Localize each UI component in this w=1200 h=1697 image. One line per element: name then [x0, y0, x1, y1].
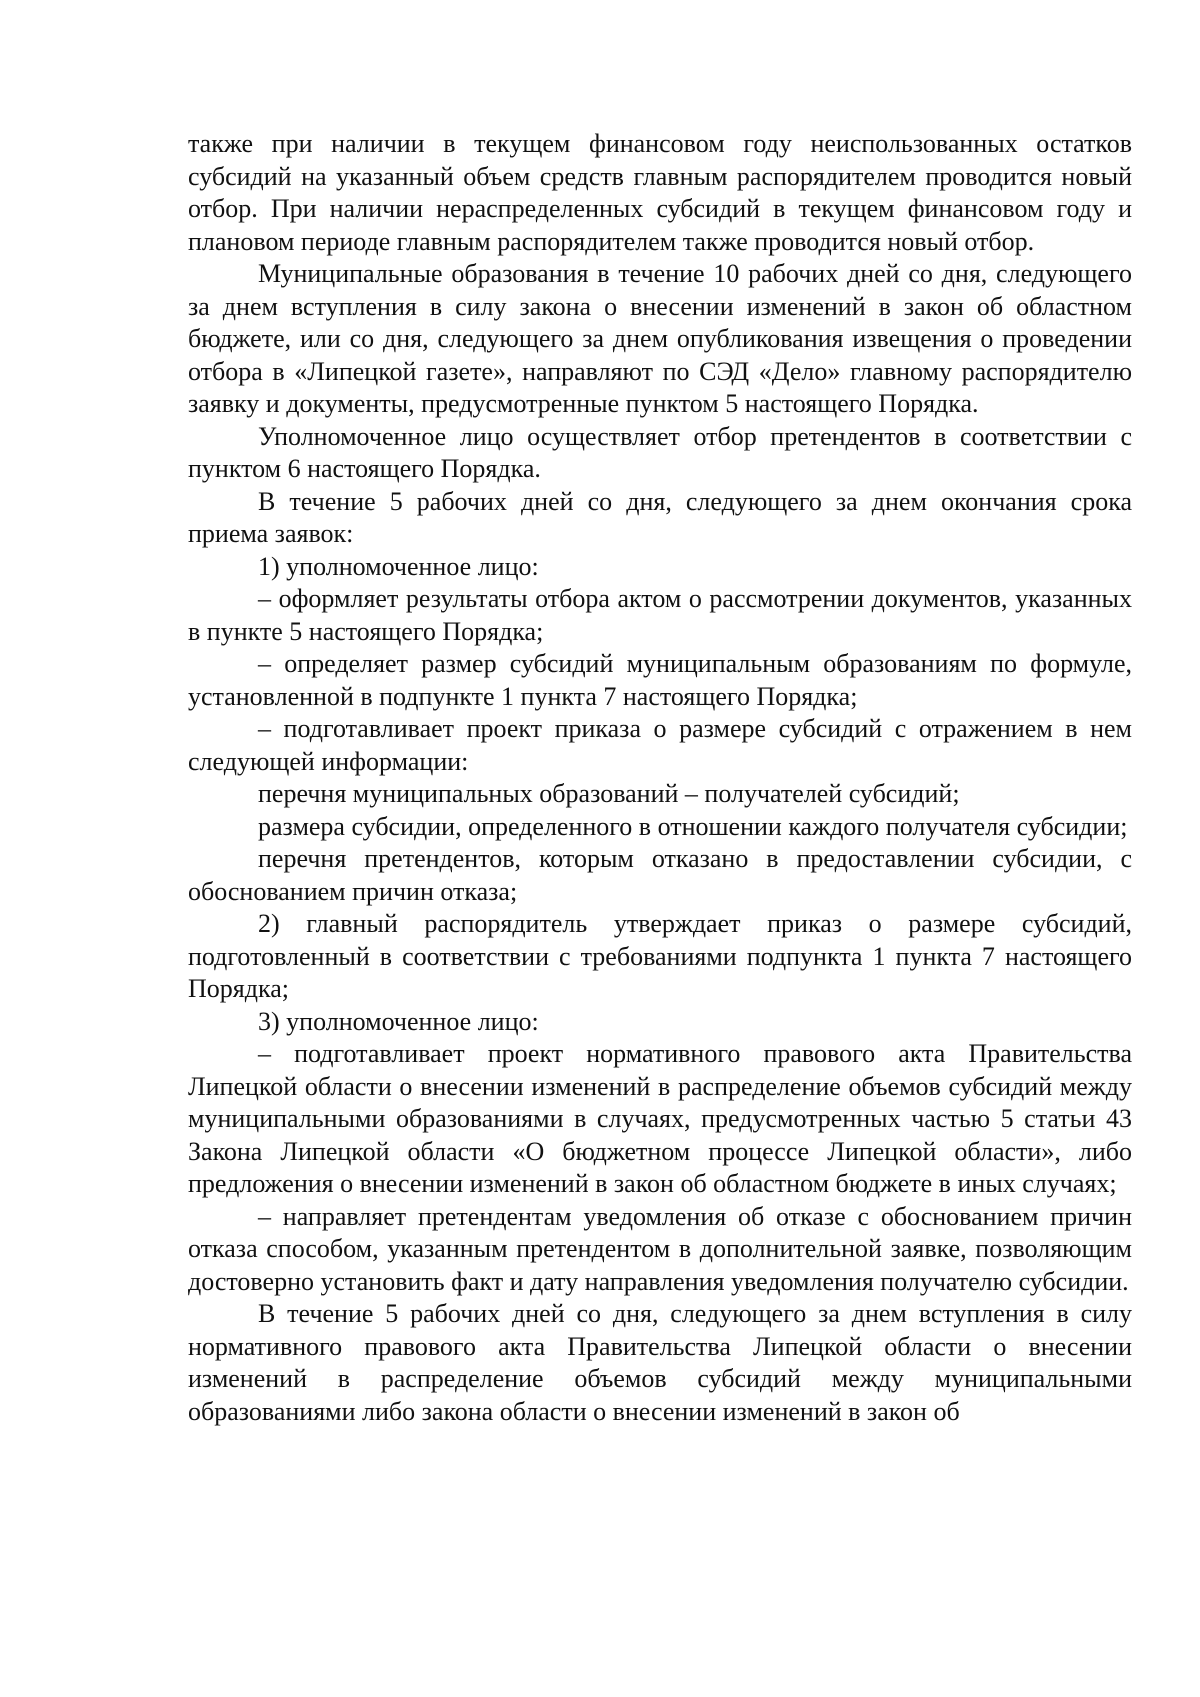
- paragraph-6: – оформляет результаты отбора актом о рассмотрении документов, указанных в пункте 5 настоящего Порядка;: [188, 584, 1132, 646]
- paragraph-16: В течение 5 рабочих дней со дня, следующего за днем вступления в силу нормативного правового акта Правительства Липецкой области о внесении изменений в распределение объемов субсидий между муниципальными образованиями либо закона области о внесении изменений в закон об: [188, 1299, 1132, 1426]
- paragraph-15: – направляет претендентам уведомления об отказе с обоснованием причин отказа способом, указанным претендентом в дополнительной заявке, позволяющим достоверно установить факт и дату направления уведомления получателю субсидии.: [188, 1201, 1132, 1296]
- paragraph-11: перечня претендентов, которым отказано в предоставлении субсидии, с обоснованием причин отказа;: [188, 844, 1132, 906]
- document-body: [188, 128, 1132, 1428]
- paragraph-5: 1) уполномоченное лицо:: [258, 551, 539, 581]
- paragraph-4: В течение 5 рабочих дней со дня, следующего за днем окончания срока приема заявок:: [188, 486, 1132, 548]
- paragraph-14: – подготавливает проект нормативного правового акта Правительства Липецкой области о внесении изменений в распределение объемов субсидий между муниципальными образованиями в случаях, предусмотренных частью 5 статьи 43 Закона Липецкой области «О бюджетном процессе Липецкой области», либо предложения о внесении изменений в закон об областном бюджете в иных случаях;: [188, 1039, 1132, 1198]
- paragraph-1: также при наличии в текущем финансовом году неиспользованных остатков субсидий на указанный объем средств главным распорядителем проводится новый отбор. При наличии нераспределенных субсидий в текущем финансовом году и плановом периоде главным распорядителем также проводится новый отбор.: [188, 129, 1132, 256]
- paragraph-13: 3) уполномоченное лицо:: [258, 1006, 539, 1036]
- paragraph-12: 2) главный распорядитель утверждает приказ о размере субсидий, подготовленный в соответствии с требованиями подпункта 1 пункта 7 настоящего Порядка;: [188, 909, 1132, 1003]
- paragraph-8: – подготавливает проект приказа о размере субсидий с отражением в нем следующей информации:: [188, 714, 1132, 776]
- paragraph-9: перечня муниципальных образований – получателей субсидий;: [258, 779, 960, 808]
- paragraph-10: размера субсидии, определенного в отношении каждого получателя субсидии;: [258, 811, 1128, 841]
- paragraph-3: Уполномоченное лицо осуществляет отбор претендентов в соответствии с пунктом 6 настоящего Порядка.: [188, 421, 1132, 483]
- paragraph-7: – определяет размер субсидий муниципальным образованиям по формуле, установленной в подпункте 1 пункта 7 настоящего Порядка;: [188, 649, 1132, 711]
- paragraph-2: Муниципальные образования в течение 10 рабочих дней со дня, следующего за днем вступления в силу закона о внесении изменений в закон об областном бюджете, или со дня, следующего за днем опубликования извещения о проведении отбора в «Липецкой газете», направляют по СЭД «Дело» главному распорядителю заявку и документы, предусмотренные пунктом 5 настоящего Порядка.: [188, 259, 1132, 418]
